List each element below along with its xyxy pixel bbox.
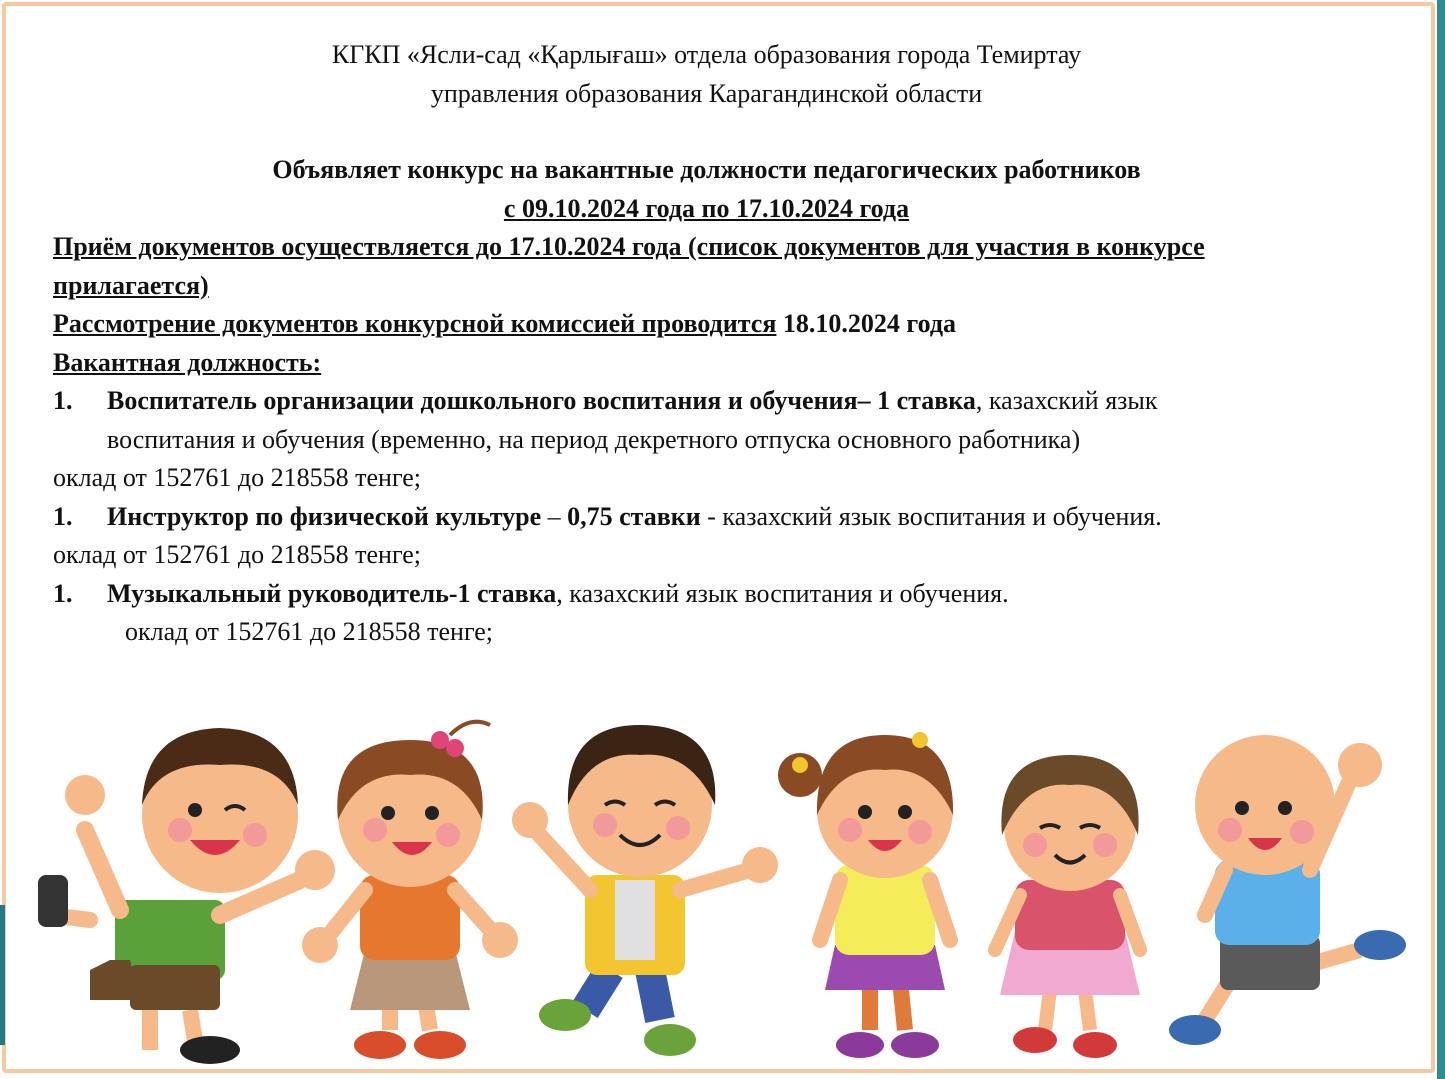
child-figure-girl-pink [995,755,1140,1058]
children-illustration [30,710,1420,1070]
position-number: 1. [53,578,73,608]
position-item [53,382,1413,421]
position-number: 1. [53,501,73,531]
edge-strip [1437,0,1445,1079]
header-line-1: КГКП «Ясли-сад «Қарлығаш» отдела образования города Темиртау [331,40,1082,69]
review-text: Рассмотрение документов конкурсной комиссией проводится [53,309,777,338]
review-line [53,305,1413,344]
position-salary: оклад от 152761 до 218558 тенге; [53,463,422,492]
announcement-document [53,36,1413,652]
child-figure-boy-yellow [512,725,778,1056]
position-number: 1. [53,386,73,415]
child-figure-girl-orange [302,722,518,1059]
position-details: , казахский язык воспитания и обучения. [556,578,1009,608]
position-title: Инструктор по физической культуре [107,501,542,531]
position-salary: оклад от 152761 до 218558 тенге; [125,617,494,646]
acceptance-line-1: Приём документов осуществляется до 17.10.2024 года (список документов для участия в конкурсе [53,232,1205,261]
acceptance-line-2: прилагается) [53,270,209,300]
announcement-period: с 09.10.2024 года по 17.10.2024 года [503,193,910,223]
position-details: - казахский язык воспитания и обучения. [700,501,1162,531]
position-title: Музыкальный руководитель-1 ставка [107,578,557,608]
position-details-continued: воспитания и обучения (временно, на период декретного отпуска основного работника) [107,424,1081,454]
review-date: 18.10.2024 года [776,309,956,338]
child-figure-boy-blue [1169,735,1406,1045]
vacancy-heading: Вакантная должность: [53,347,322,377]
position-item [53,575,1413,614]
child-figure-boy-green [38,728,335,1064]
announcement-title: Объявляет конкурс на вакантные должности педагогических работников [272,155,1141,184]
child-figure-girl-yellow [778,732,953,1058]
edge-strip-left [0,905,5,1045]
position-details: , казахский язык [975,386,1158,415]
position-rate: 0,75 ставки [567,501,701,531]
position-title: Воспитатель организации дошкольного воспитания и обучения– 1 ставка [107,386,976,415]
position-item [53,498,1413,537]
position-dash: – [541,501,568,531]
position-salary: оклад от 152761 до 218558 тенге; [53,540,422,569]
header-line-2: управления образования Карагандинской области [430,78,983,108]
